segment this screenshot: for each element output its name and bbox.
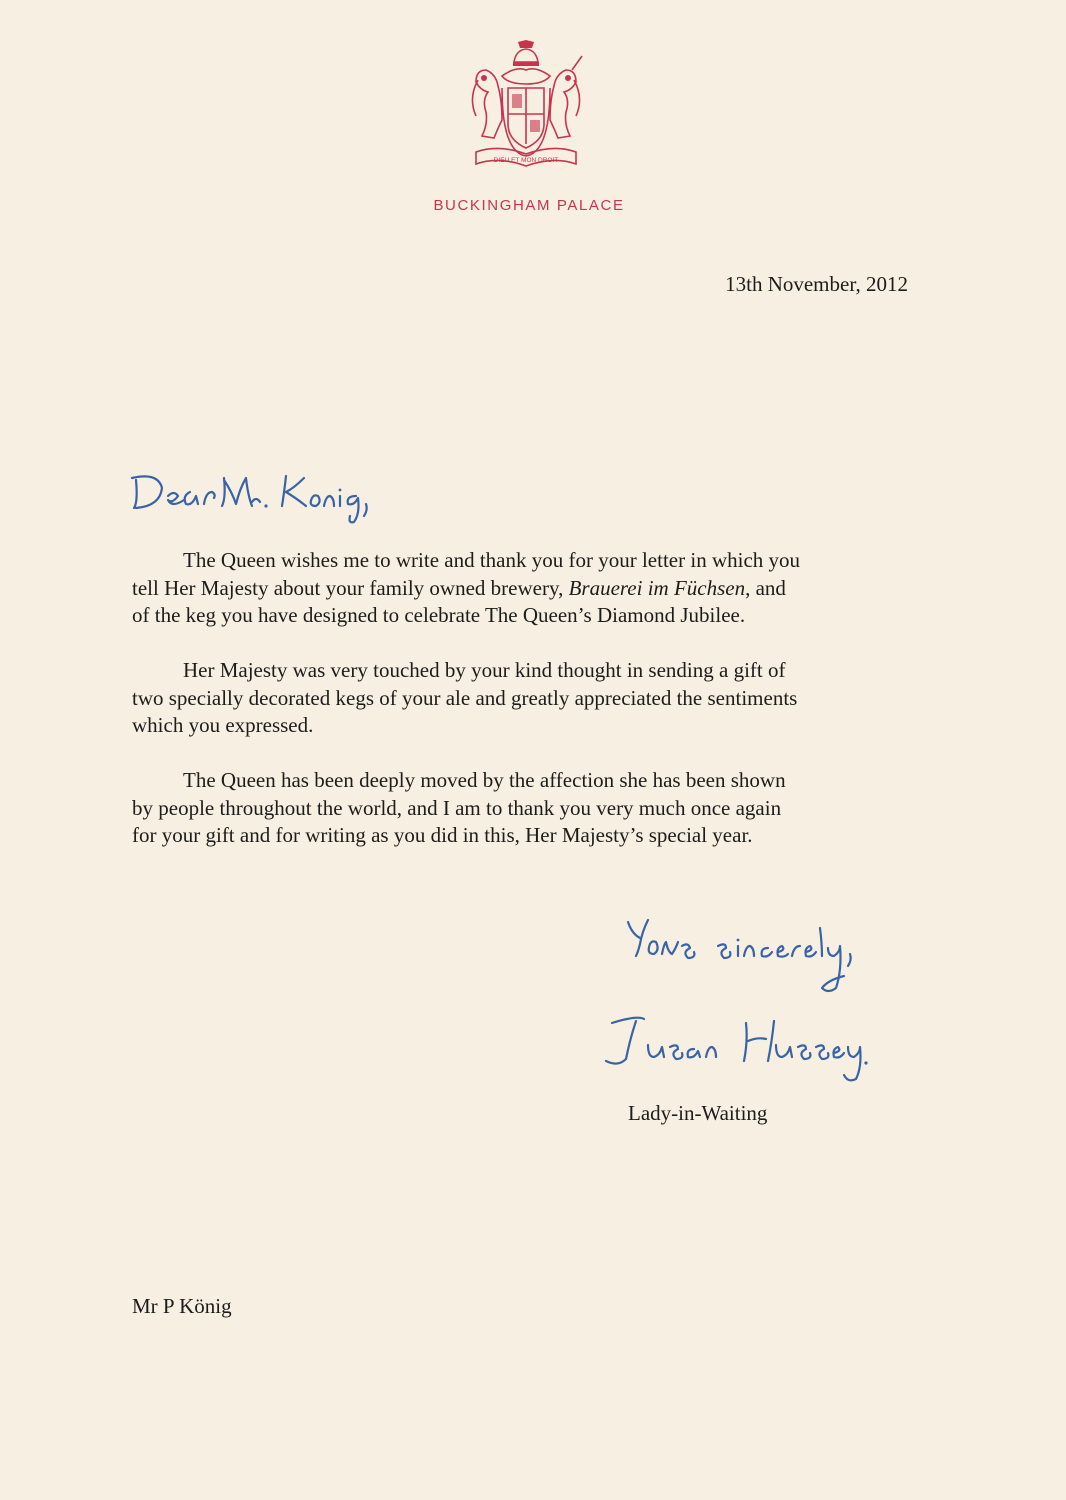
paragraph-1-before: The Queen wishes me to write and thank you for your letter in which you tell Her Majesty about your family owned brewery, xyxy=(132,548,801,600)
recipient-name: Mr P König xyxy=(132,1294,232,1318)
crest-motto: DIEU ET MON DROIT xyxy=(493,157,559,164)
paragraph-1-after: , and of the keg you have designed to celebrate The Queen’s Diamond Jubilee. xyxy=(132,575,786,627)
handwritten-signature xyxy=(598,1005,868,1085)
letter-body xyxy=(132,547,922,877)
brewery-name: Brauerei im Füchsen xyxy=(568,575,746,600)
royal-coat-of-arms-icon xyxy=(458,40,594,168)
letterhead-title: BUCKINGHAM PALACE xyxy=(433,197,625,214)
handwritten-closing xyxy=(622,908,862,1000)
handwritten-salutation xyxy=(128,462,378,532)
body-paragraph-3: The Queen has been deeply moved by the affection she has been shown by people throughout the world, and I am to thank you very much once again for your gift and for writing as you did in this, Her Majesty’s special year. xyxy=(132,768,786,847)
signer-title: Lady-in-Waiting xyxy=(628,1101,768,1125)
body-paragraph-1 xyxy=(132,547,922,630)
body-paragraph-2: Her Majesty was very touched by your kind thought in sending a gift of two specially decorated kegs of your ale and greatly appreciated the sentiments which you expressed. xyxy=(132,658,798,737)
letter-date: 13th November, 2012 xyxy=(725,272,908,296)
